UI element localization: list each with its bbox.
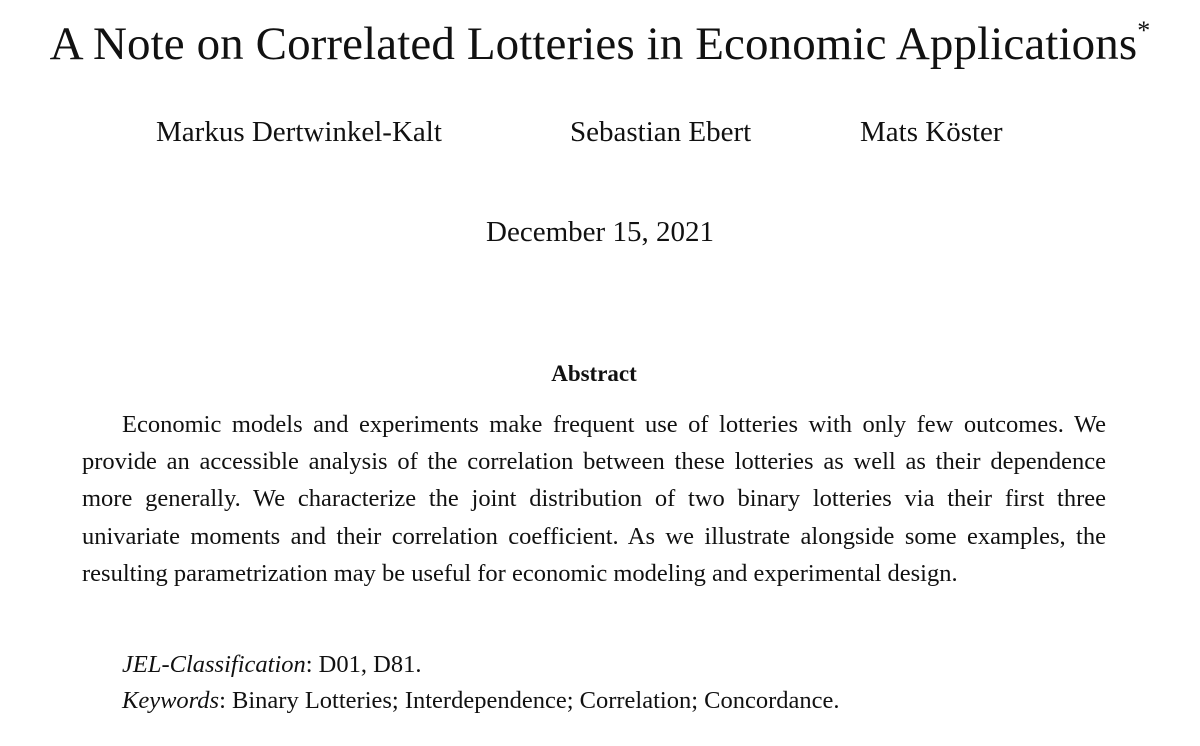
jel-value: : D01, D81. [305,651,422,678]
keywords [122,682,840,719]
keywords-label: Keywords [122,687,220,714]
author-name: Markus Dertwinkel-Kalt [156,116,442,148]
paper-date: December 15, 2021 [486,216,714,248]
title-footnote-mark: * [1137,16,1151,45]
jel-classification [122,646,421,683]
author-name: Sebastian Ebert [570,116,752,148]
jel-label: JEL-Classification [122,651,306,678]
author-name: Mats Köster [860,116,1003,148]
paper-title-text: A Note on Correlated Lotteries in Economic Applications [49,18,1138,70]
abstract-heading: Abstract [551,361,637,386]
author-list [0,112,1200,152]
paper-title [0,12,1200,76]
keywords-value: : Binary Lotteries; Interdependence; Correlation; Concordance. [219,687,840,714]
abstract-body: Economic models and experiments make frequent use of lotteries with only few outcomes. We provide an accessible analysis of the correlation between these lotteries as well as their dependence more generally. We characterize the joint distribution of two binary lotteries via their first three univariate moments and their correlation coefficient. As we illustrate alongside some examples, the resulting parametrization may be useful for economic modeling and experimental design. [82,411,1106,587]
